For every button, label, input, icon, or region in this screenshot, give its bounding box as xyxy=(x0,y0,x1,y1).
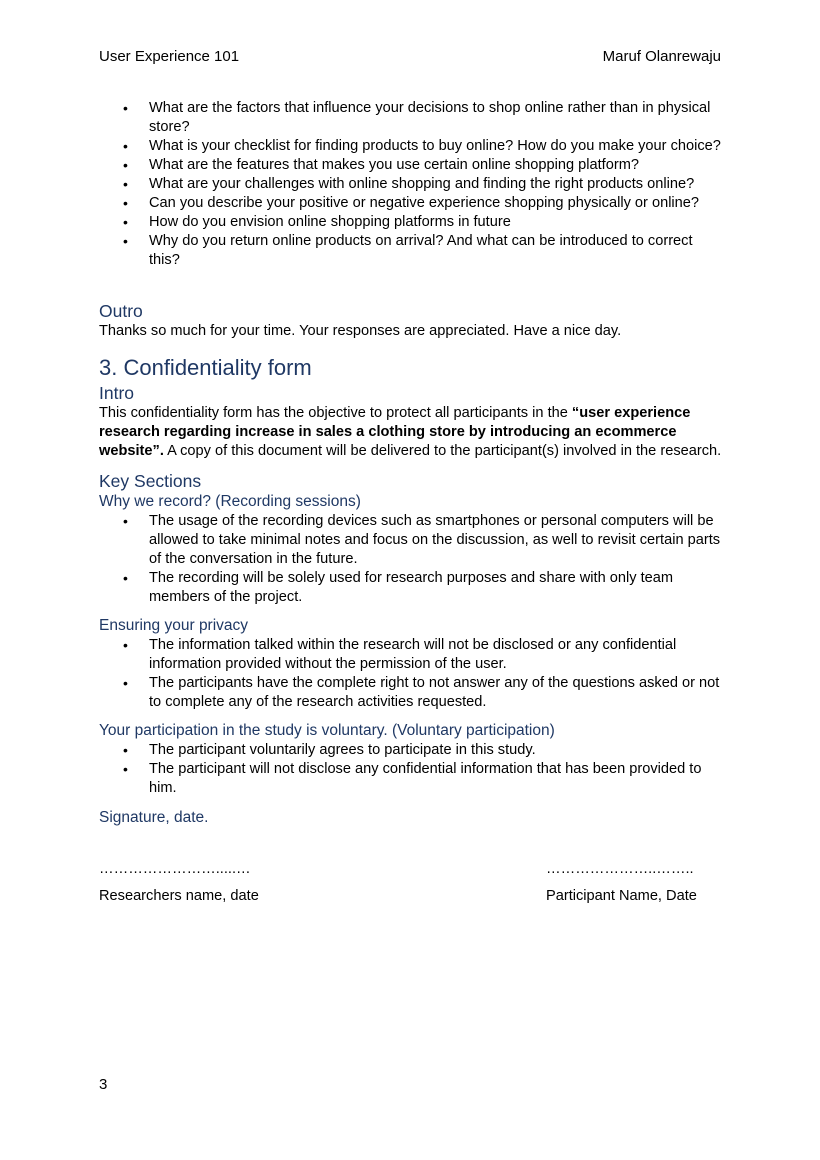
privacy-list xyxy=(99,636,724,712)
bullet-icon: • xyxy=(123,195,128,211)
question-list xyxy=(99,99,724,270)
outro-heading: Outro xyxy=(99,301,143,321)
bullet-icon: • xyxy=(123,570,128,586)
voluntary-list xyxy=(99,741,724,798)
key-sections-heading: Key Sections xyxy=(99,471,202,491)
bullet-icon: • xyxy=(123,233,128,249)
bullet-icon: • xyxy=(123,675,128,691)
bullet-icon: • xyxy=(123,742,128,758)
page-content xyxy=(99,99,724,906)
list-item: • The recording will be solely used for research purposes and share with only team members of the project. xyxy=(123,570,674,605)
bullet-icon: • xyxy=(123,513,128,529)
intro-bold-title: “user experience research regarding increase in sales a clothing store by introducing an ecommerce website”. xyxy=(99,405,691,459)
intro-heading: Intro xyxy=(99,383,135,403)
list-item: • How do you envision online shopping platforms in future xyxy=(123,214,511,230)
page-header xyxy=(99,48,721,68)
list-item: • What is your checklist for finding products to buy online? How do you make your choice? xyxy=(123,138,721,154)
outro-text: Thanks so much for your time. Your responses are appreciated. Have a nice day. xyxy=(99,323,622,339)
signature-lines xyxy=(99,860,702,879)
privacy-heading: Ensuring your privacy xyxy=(99,617,249,634)
recording-heading: Why we record? (Recording sessions) xyxy=(99,493,361,510)
list-item: • The participant voluntarily agrees to participate in this study. xyxy=(123,742,536,758)
page-number: 3 xyxy=(99,1076,108,1093)
bullet-icon: • xyxy=(123,138,128,154)
list-item: • The participant will not disclose any confidential information that has been provided to him. xyxy=(123,761,702,796)
bullet-icon: • xyxy=(123,157,128,173)
list-item: • What are your challenges with online shopping and finding the right products online? xyxy=(123,176,695,192)
intro-paragraph: This confidentiality form has the objective to protect all participants in the “user experience research regarding increase in sales a clothing store by introducing an ecommerce website”. A copy of this document will be delivered to the participant(s) involved in the research. xyxy=(99,405,722,459)
bullet-icon: • xyxy=(123,176,128,192)
header-course-title: User Experience 101 xyxy=(99,48,240,65)
list-item: • The participants have the complete right to not answer any of the questions asked or not to complete any of the research activities requested. xyxy=(123,675,720,710)
recording-list xyxy=(99,512,724,607)
bullet-icon: • xyxy=(123,214,128,230)
signature-labels xyxy=(99,887,702,906)
researcher-signature-line: …………………….....… xyxy=(99,861,251,877)
participant-signature-line: …………………..…….. xyxy=(546,861,694,877)
bullet-icon: • xyxy=(123,100,128,116)
header-author: Maruf Olanrewaju xyxy=(602,48,721,65)
voluntary-heading: Your participation in the study is voluntary. (Voluntary participation) xyxy=(99,722,555,739)
list-item: • Why do you return online products on arrival? And what can be introduced to correct this? xyxy=(123,233,693,268)
bullet-icon: • xyxy=(123,637,128,653)
list-item: • What are the factors that influence your decisions to shop online rather than in physical store? xyxy=(123,100,711,135)
researcher-signature-label: Researchers name, date xyxy=(99,888,259,904)
signature-heading: Signature, date. xyxy=(99,809,209,826)
participant-signature-label: Participant Name, Date xyxy=(546,888,697,904)
list-item: • Can you describe your positive or negative experience shopping physically or online? xyxy=(123,195,700,211)
list-item: • The information talked within the research will not be disclosed or any confidential information provided without the permission of the user. xyxy=(123,637,677,672)
list-item: • What are the features that makes you use certain online shopping platform? xyxy=(123,157,639,173)
list-item: • The usage of the recording devices such as smartphones or personal computers will be allowed to take minimal notes and focus on the discussion, as well to revisit certain parts of the conversation in the future. xyxy=(123,513,721,567)
section-title: 3. Confidentiality form xyxy=(99,355,312,380)
bullet-icon: • xyxy=(123,761,128,777)
